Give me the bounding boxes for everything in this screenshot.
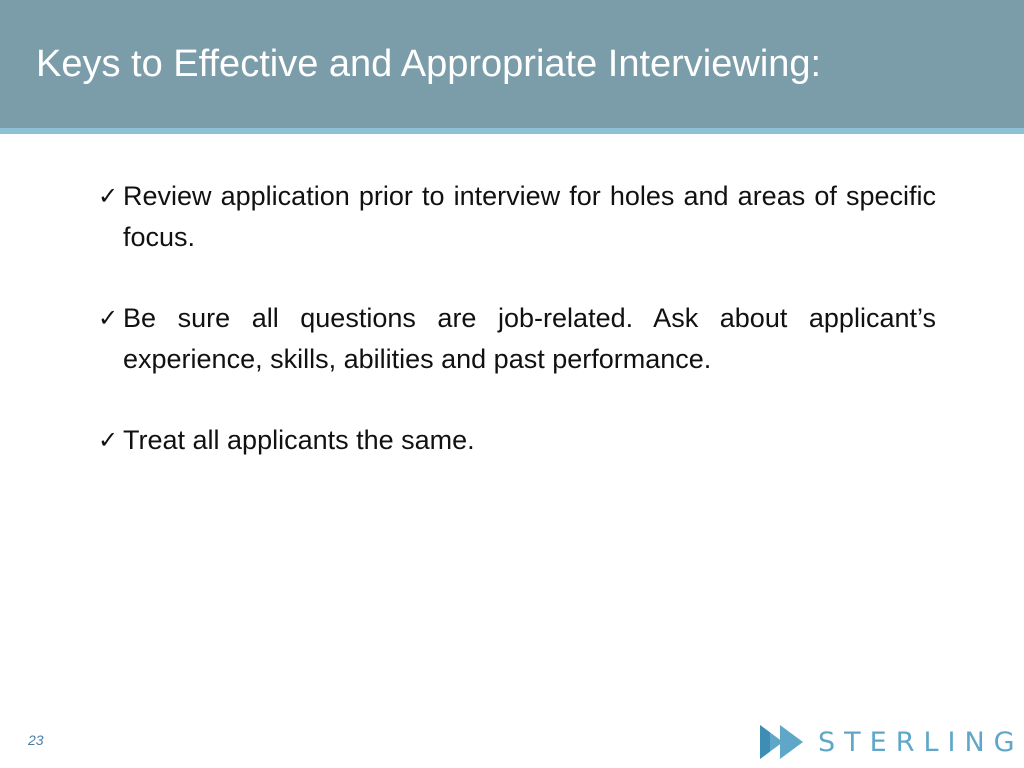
- bullet-text: Treat all applicants the same.: [123, 425, 475, 455]
- bullet-text: Be sure all questions are job-related. Ask about applicant’s experience, skills, abilities and past performance.: [123, 303, 936, 374]
- double-arrow-icon: [760, 725, 806, 759]
- bullet-list: [98, 176, 936, 501]
- bullet-item: [98, 420, 936, 461]
- slide-title: Keys to Effective and Appropriate Interviewing:: [36, 43, 822, 85]
- checkmark-icon: ✓: [98, 182, 119, 210]
- bullet-text: Review application prior to interview for holes and areas of specific focus.: [123, 181, 936, 252]
- checkmark-icon: ✓: [98, 426, 119, 454]
- page-number: 23: [28, 732, 44, 748]
- sterling-logo: [760, 722, 1024, 762]
- bullet-item: [98, 176, 936, 258]
- title-bar-divider: [0, 128, 1024, 134]
- bullet-item: [98, 298, 936, 380]
- logo-text: STERLING: [818, 726, 1024, 758]
- title-bar: [0, 0, 1024, 128]
- checkmark-icon: ✓: [98, 304, 119, 332]
